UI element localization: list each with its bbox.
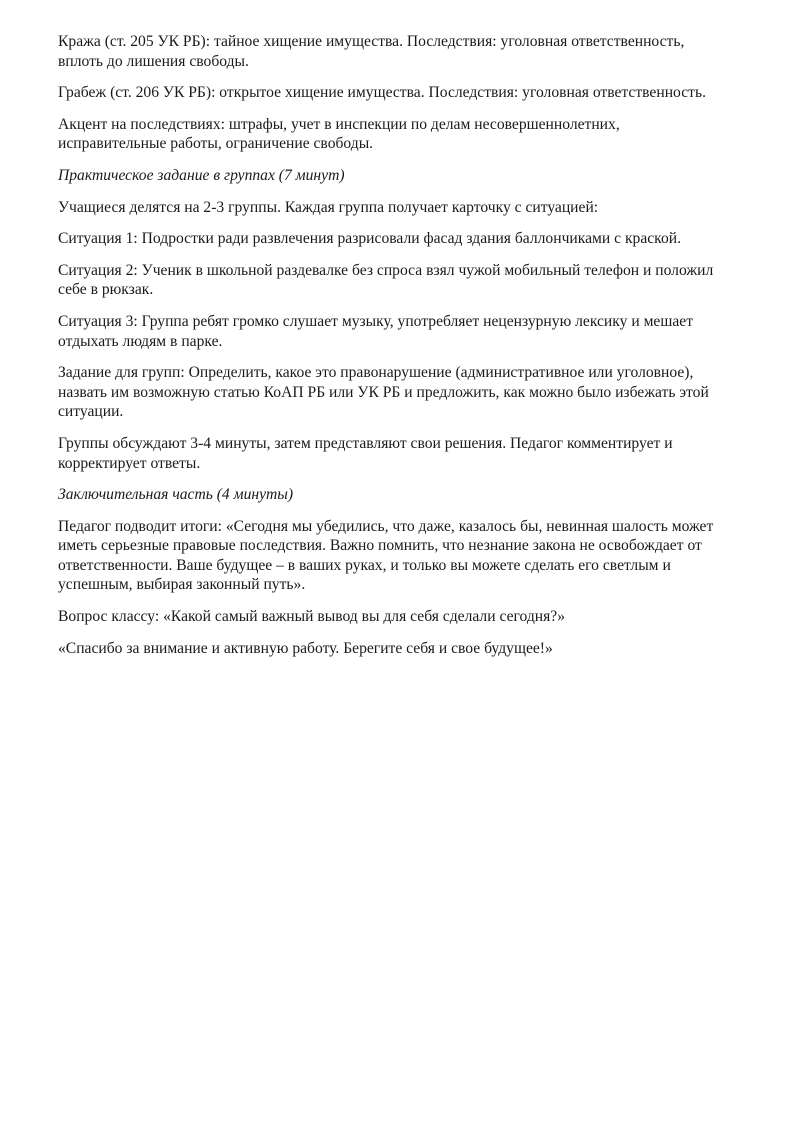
heading-practical-task: Практическое задание в группах (7 минут)	[58, 166, 345, 184]
paragraph-consequences: Акцент на последствиях: штрафы, учет в инспекции по делам несовершеннолетних, исправительные работы, ограничение свободы.	[58, 115, 620, 153]
paragraph-question: Вопрос классу: «Какой самый важный вывод вы для себя сделали сегодня?»	[58, 608, 566, 626]
paragraph-situation-1: Ситуация 1: Подростки ради развлечения разрисовали фасад здания баллончиками с краской.	[58, 230, 681, 248]
paragraph-thanks: «Спасибо за внимание и активную работу. Берегите себя и свое будущее!»	[58, 639, 553, 657]
paragraph-groups-discuss: Группы обсуждают 3-4 минуты, затем представляют свои решения. Педагог комментирует и корректирует ответы.	[58, 434, 673, 472]
document-page	[58, 32, 748, 670]
paragraph-situation-2: Ситуация 2: Ученик в школьной раздевалке без спроса взял чужой мобильный телефон и положил себе в рюкзак.	[58, 261, 714, 299]
paragraph-robbery: Грабеж (ст. 206 УК РБ): открытое хищение имущества. Последствия: уголовная ответственность.	[58, 84, 706, 102]
paragraph-situation-3: Ситуация 3: Группа ребят громко слушает музыку, употребляет нецензурную лексику и мешает отдыхать людям в парке.	[58, 312, 694, 350]
paragraph-group-task: Задание для групп: Определить, какое это правонарушение (административное или уголовное), назвать им возможную статью КоАП РБ или УК РБ и предложить, как можно было избежать этой ситуации.	[58, 364, 709, 421]
heading-final-part: Заключительная часть (4 минуты)	[58, 486, 294, 504]
paragraph-theft: Кража (ст. 205 УК РБ): тайное хищение имущества. Последствия: уголовная ответственность, вплоть до лишения свободы.	[58, 33, 685, 70]
paragraph-summary: Педагог подводит итоги: «Сегодня мы убедились, что даже, казалось бы, невинная шалость может иметь серьезные правовые последствия. Важно помнить, что незнание закона не освобождает от ответственности. Ваше будущее – в ваших руках, и только вы можете сделать его светлым и успешным, выбирая законный путь».	[58, 517, 714, 594]
paragraph-groups-intro: Учащиеся делятся на 2-3 группы. Каждая группа получает карточку с ситуацией:	[58, 198, 599, 216]
